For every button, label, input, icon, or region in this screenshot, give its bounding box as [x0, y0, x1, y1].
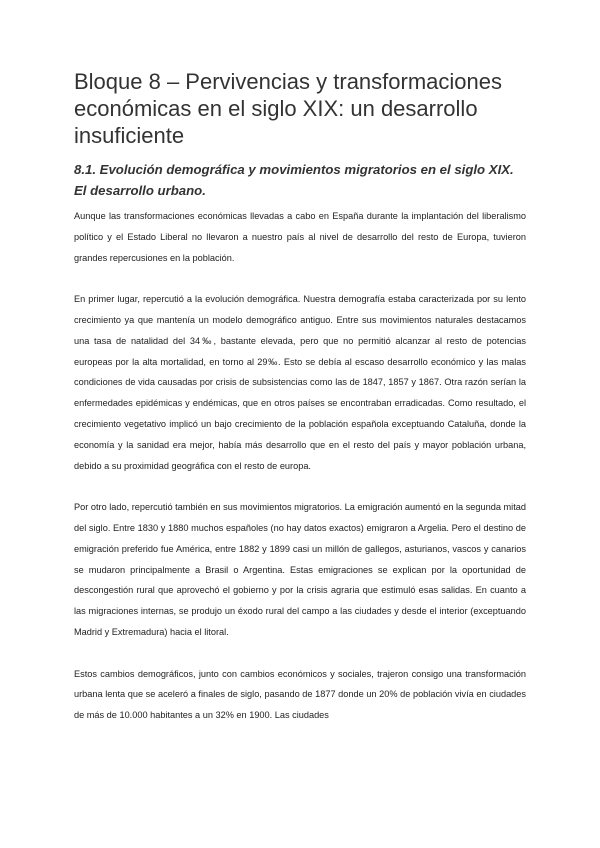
paragraph-demography: En primer lugar, repercutió a la evolución demográfica. Nuestra demografía estaba caracterizada por su lento crecimiento ya que mantenía un modelo demográfico antiguo. Entre sus movimientos naturales destacamos una tasa de natalidad del 34‰, bastante elevada, pero que no permitió alcanzar al resto de potencias europeas por la alta mortalidad, en torno al 29‰. Esto se debía al escaso desarrollo económico y las malas condiciones de vida causadas por crisis de subsistencias como las de 1847, 1857 y 1867. Otra razón serían la enfermedades epidémicas y endémicas, que en otros países se encontraban erradicadas. Como resultado, el crecimiento vegetativo implicó un bajo crecimiento de la población española exceptuando Cataluña, donde la economía y la sanidad era mejor, había más desarrollo que en el resto del país y mayor población urbana, debido a su proximidad geográfica con el resto de europa.: [74, 294, 526, 471]
section-heading: 8.1. Evolución demográfica y movimientos migratorios en el siglo XIX. El desarrollo urbano.: [74, 162, 514, 198]
paragraph-spacer: [74, 643, 526, 664]
paragraph-spacer: [74, 268, 526, 289]
paragraph-intro: Aunque las transformaciones económicas llevadas a cabo en España durante la implantación del liberalismo político y el Estado Liberal no llevaron a nuestro país al nivel de desarrollo del resto de Europa, tuvieron grandes repercusiones en la población.: [74, 211, 526, 263]
paragraph-migration: Por otro lado, repercutió también en sus movimientos migratorios. La emigración aumentó en la segunda mitad del siglo. Entre 1830 y 1880 muchos españoles (no hay datos exactos) emigraron a Argelia. Pero el destino de emigración preferido fue América, entre 1882 y 1899 casi un millón de gallegos, asturianos, vascos y canarios se mudaron principalmente a Brasil o Argentina. Estas emigraciones se explican por la oportunidad de descongestión rural que aprovechó el gobierno y por la crisis agraria que estimuló esas salidas. En cuanto a las migraciones internas, se produjo un éxodo rural del campo a las ciudades y desde el interior (exceptuando Madrid y Extremadura) hacia el litoral.: [74, 502, 526, 637]
paragraph-spacer: [74, 476, 526, 497]
document-title: Bloque 8 – Pervivencias y transformaciones económicas en el siglo XIX: un desarrollo insuficiente: [74, 69, 502, 148]
paragraph-urban: Estos cambios demográficos, junto con cambios económicos y sociales, trajeron consigo una transformación urbana lenta que se aceleró a finales de siglo, pasando de 1877 donde un 20% de población vivía en ciudades de más de 10.000 habitantes a un 32% en 1900. Las ciudades: [74, 668, 526, 721]
